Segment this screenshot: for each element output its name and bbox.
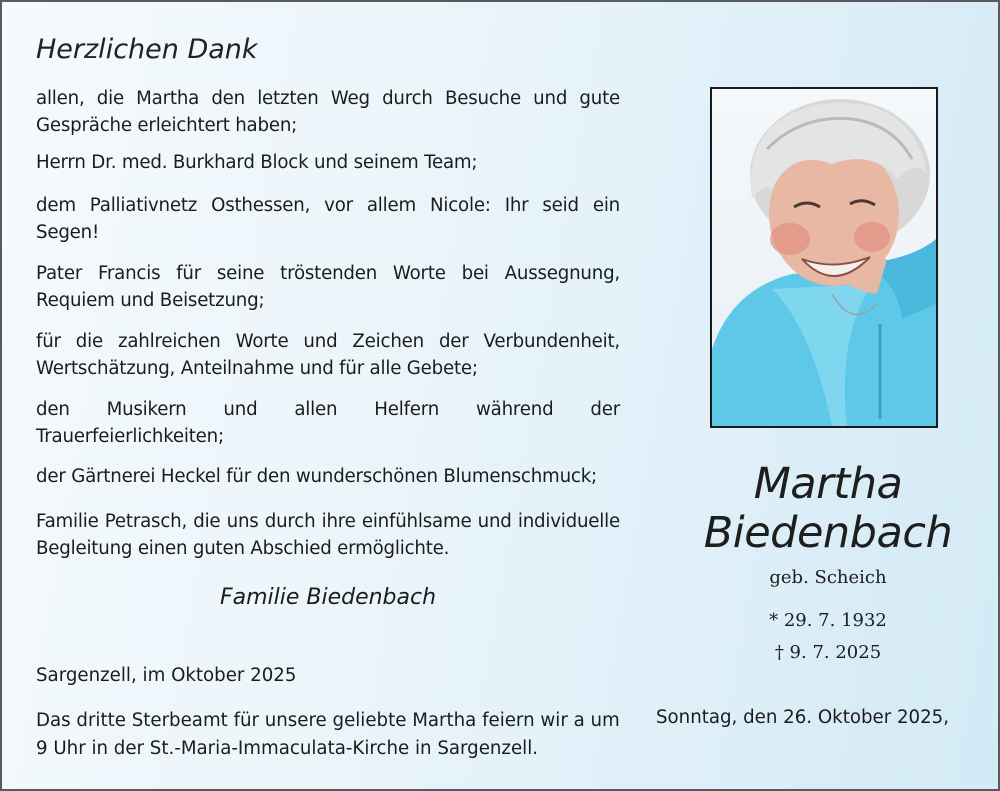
heading: Herzlichen Dank	[36, 34, 258, 65]
death-date: † 9. 7. 2025	[774, 642, 882, 663]
thanks-paragraph-7: der Gärtnerei Heckel für den wunderschönen Blumenschmuck;	[36, 466, 597, 487]
birth-name: geb. Scheich	[769, 567, 887, 588]
thanks-paragraph-2: Herrn Dr. med. Burkhard Block und seinem Team;	[36, 152, 478, 173]
thanks-paragraph-5: für die zahlreichen Worte und Zeichen der Verbundenheit, Wertschätzung, Anteilnahme und für alle Gebete;	[36, 331, 620, 379]
thanks-paragraph-8: Familie Petrasch, die uns durch ihre einfühlsame und individuelle Begleitung einen guten Abschied ermöglichte.	[36, 511, 620, 559]
thanks-paragraph-6: den Musikern und allen Helfern während der Trauerfeierlichkeiten;	[36, 399, 620, 447]
thanks-paragraph-3: dem Palliativnetz Osthessen, vor allem Nicole: Ihr seid ein Segen!	[36, 195, 620, 243]
portrait-photo-icon	[710, 87, 938, 428]
birth-date: * 29. 7. 1932	[769, 610, 887, 631]
thanks-paragraph-1: allen, die Martha den letzten Weg durch Besuche und gute Gespräche erleichtert haben;	[36, 88, 620, 136]
portrait-illustration	[712, 89, 936, 426]
family-signature: Familie Biedenbach	[219, 585, 437, 610]
memorial-mass-notice: Das dritte Sterbeamt für unsere geliebte Martha feiern wir a um 9 Uhr in der St.-Maria-Immaculata-Kirche in Sargenzell.	[36, 710, 620, 759]
thanks-paragraph-4: Pater Francis für seine tröstenden Worte bei Aussegnung, Requiem und Beisetzung;	[36, 263, 620, 311]
deceased-first-name: Martha	[753, 459, 903, 509]
memorial-mass-date: Sonntag, den 26. Oktober 2025,	[656, 707, 950, 728]
deceased-last-name: Biedenbach	[703, 508, 953, 558]
place-date: Sargenzell, im Oktober 2025	[36, 665, 297, 686]
